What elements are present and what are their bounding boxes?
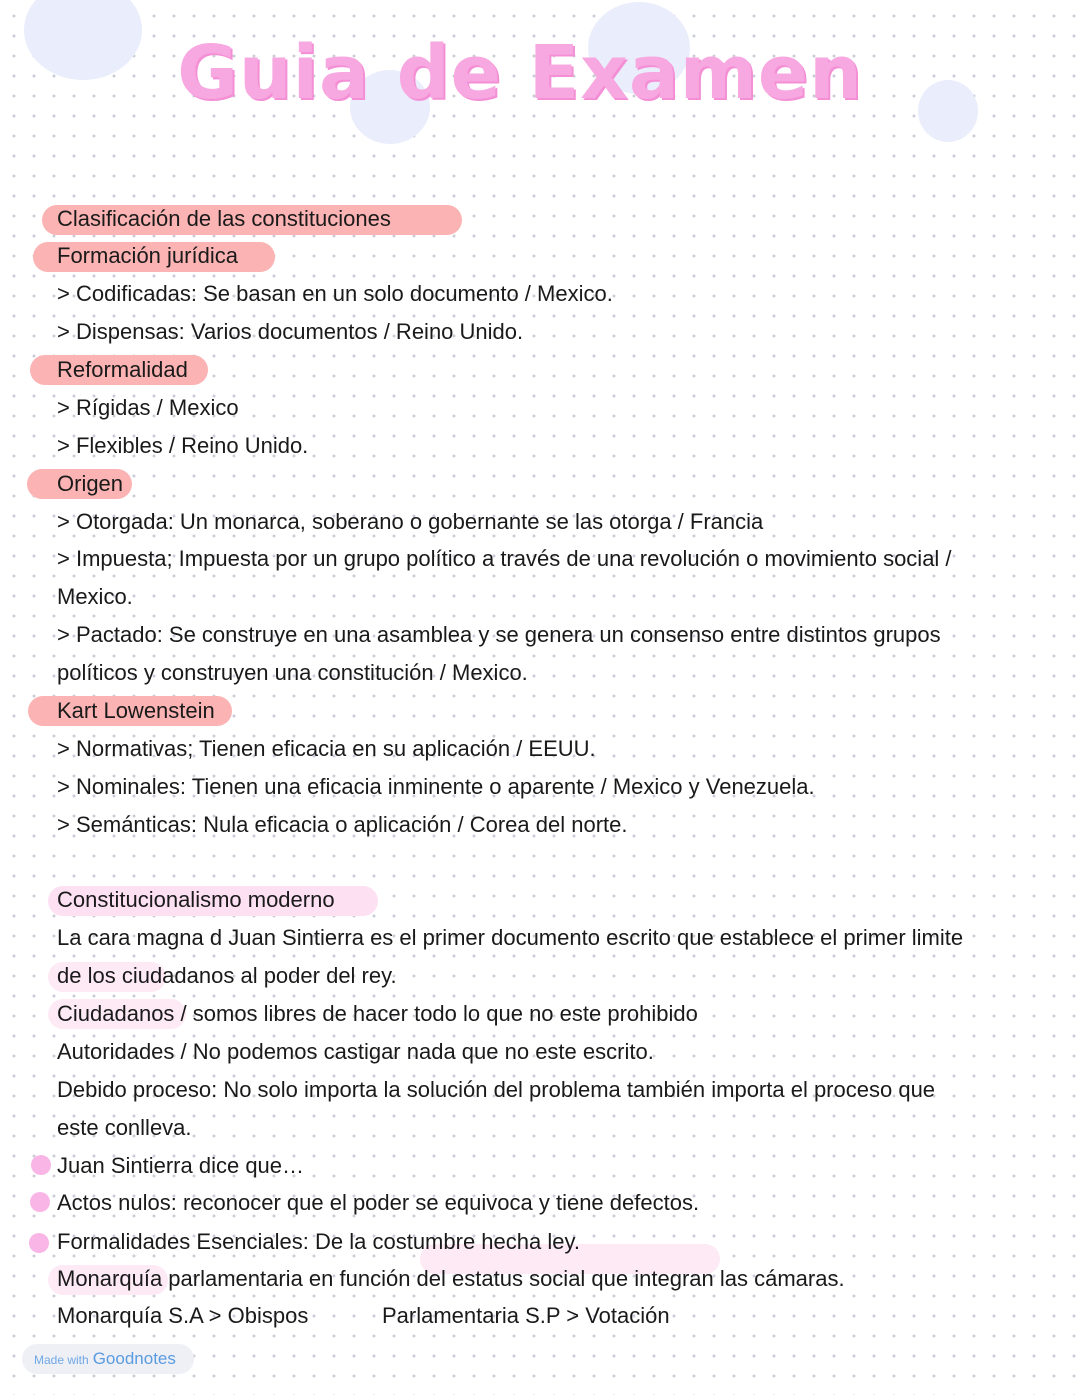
paragraph-line: Debido proceso: No solo importa la solución del problema también importa el proceso que	[57, 1077, 936, 1102]
bullet-dot-icon	[29, 1233, 49, 1253]
list-item: > Semánticas: Nula eficacia o aplicación / Corea del norte.	[57, 812, 628, 837]
paragraph-line: Autoridades / No podemos castigar nada que no este escrito.	[57, 1039, 654, 1064]
paragraph-line: este conlleva.	[57, 1115, 192, 1140]
goodnotes-badge	[22, 1344, 194, 1374]
list-item: > Pactado: Se construye en una asamblea y se genera un consenso entre distintos grupos	[57, 622, 941, 647]
subheading: Origen	[57, 471, 124, 496]
list-item: > Rígidas / Mexico	[57, 395, 239, 420]
bullet-item: Juan Sintierra dice que…	[57, 1153, 305, 1178]
paragraph-line: Parlamentaria S.P > Votación	[382, 1303, 670, 1328]
list-item: > Codificadas: Se basan en un solo documento / Mexico.	[57, 281, 613, 306]
bullet-item: Formalidades Esenciales: De la costumbre hecha ley.	[57, 1229, 580, 1254]
subheading: Formación jurídica	[57, 243, 238, 268]
bullet-dot-icon	[30, 1192, 50, 1212]
made-with-label: Made with	[34, 1353, 89, 1367]
list-item: > Impuesta; Impuesta por un grupo político a través de una revolución o movimiento social /	[57, 546, 952, 571]
list-item: Mexico.	[57, 584, 133, 609]
section-heading: Clasificación de las constituciones	[57, 206, 391, 231]
bullet-dot-icon	[31, 1155, 51, 1175]
paragraph-line: Monarquía parlamentaria en función del estatus social que integran las cámaras.	[57, 1266, 845, 1291]
list-item: > Flexibles / Reino Unido.	[57, 433, 309, 458]
page-title: Guia de Examen	[177, 30, 863, 116]
section-heading: Constitucionalismo moderno	[57, 887, 335, 912]
list-item: > Nominales: Tienen una eficacia inminente o aparente / Mexico y Venezuela.	[57, 774, 815, 799]
list-item: > Otorgada: Un monarca, soberano o gobernante se las otorga / Francia	[57, 509, 764, 534]
subheading: Reformalidad	[57, 357, 188, 382]
bullet-item: Actos nulos: reconocer que el poder se equivoca y tiene defectos.	[57, 1190, 700, 1215]
paragraph-line: Monarquía S.A > Obispos	[57, 1303, 309, 1328]
list-item: políticos y construyen una constitución / Mexico.	[57, 660, 528, 685]
paragraph-line: Ciudadanos / somos libres de hacer todo lo que no este prohibido	[57, 1001, 698, 1026]
list-item: > Dispensas: Varios documentos / Reino Unido.	[57, 319, 524, 344]
list-item: > Normativas; Tienen eficacia en su aplicación / EEUU.	[57, 736, 596, 761]
brand-label: Goodnotes	[92, 1349, 176, 1368]
paragraph-line: de los ciudadanos al poder del rey.	[57, 963, 397, 988]
subheading: Kart Lowenstein	[57, 698, 215, 723]
paragraph-line: La cara magna d Juan Sintierra es el primer documento escrito que establece el primer limite	[57, 925, 964, 950]
